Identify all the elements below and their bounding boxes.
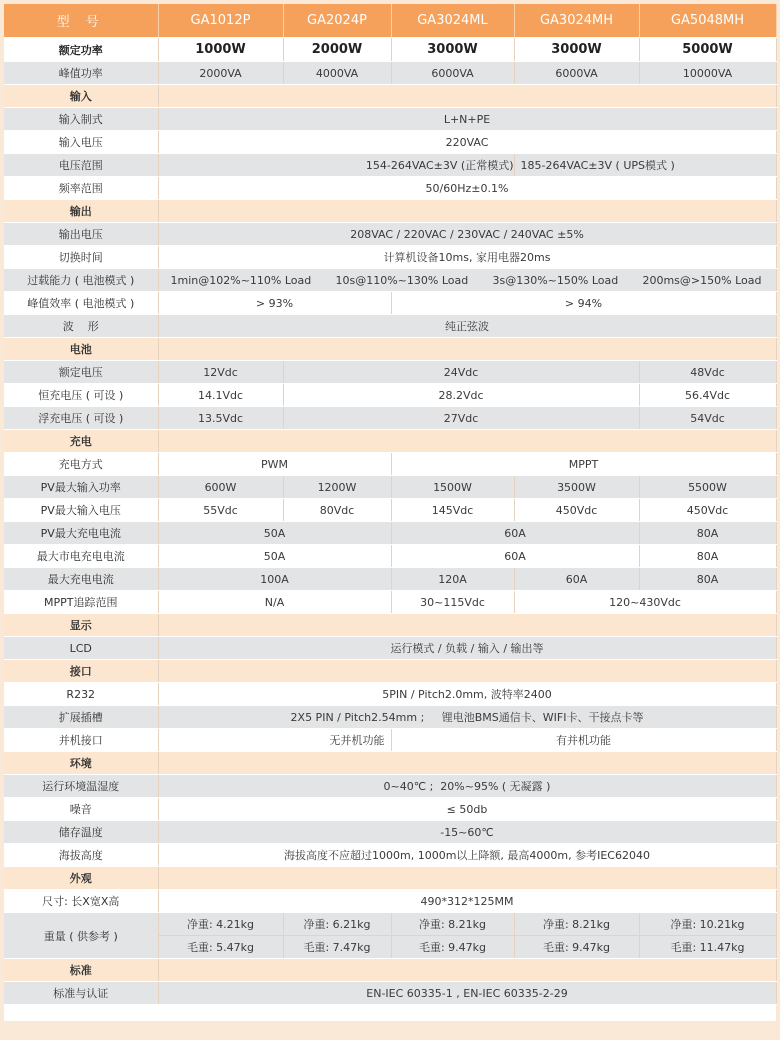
cell-value: 5PIN / Pitch2.0mm, 波特率2400 [158, 683, 776, 706]
spec-sheet [4, 4, 776, 1021]
table-row [4, 706, 776, 729]
row-label: 并机接口 [4, 729, 158, 752]
section-row [4, 660, 776, 683]
cell-value: 2000W [283, 38, 391, 62]
row-label: 最大市电充电电流 [4, 545, 158, 568]
cell-value: 100A [158, 568, 391, 591]
cell-value: 无并机功能 [158, 729, 391, 752]
row-label: 重量 ( 供参考 ) [4, 913, 158, 959]
row-label: 波 形 [4, 315, 158, 338]
cell-value: 208VAC / 220VAC / 230VAC / 240VAC ±5% [158, 223, 776, 246]
cell-value: 13.5Vdc [158, 407, 283, 430]
row-label: 过载能力 ( 电池模式 ) [4, 269, 158, 292]
row-label: 海拔高度 [4, 844, 158, 867]
cell-value: 30~115Vdc [391, 591, 514, 614]
cell-value: 毛重: 9.47kg [514, 936, 639, 959]
table-row [4, 775, 776, 798]
cell-value: ≤ 50db [158, 798, 776, 821]
cell-value: 24Vdc [283, 361, 639, 384]
row-label: 输出电压 [4, 223, 158, 246]
row-label: PV最大充电电流 [4, 522, 158, 545]
table-row [4, 683, 776, 706]
section-row [4, 430, 776, 453]
section-title: 输入 [4, 85, 158, 108]
section-row [4, 85, 776, 108]
model-name: GA3024MH [514, 4, 639, 38]
cell-value: 10s@110%~130% Load [335, 273, 469, 287]
table-row [4, 476, 776, 499]
cell-value: 490*312*125MM [158, 890, 776, 913]
row-label: 尺寸: 长X宽X高 [4, 890, 158, 913]
cell-value: 毛重: 11.47kg [639, 936, 776, 959]
cell-value: 450Vdc [514, 499, 639, 522]
table-row [4, 62, 776, 85]
cell-value: EN-IEC 60335-1 , EN-IEC 60335-2-29 [158, 982, 776, 1005]
table-row [4, 982, 776, 1005]
cell-value: > 93% [158, 292, 391, 315]
cell-value: 2000VA [158, 62, 283, 85]
table-row [4, 223, 776, 246]
cell-value: 2X5 PIN / Pitch2.54mm ; 锂电池BMS通信卡、WIFI卡、干接点卡等 [158, 706, 776, 729]
section-title: 充电 [4, 430, 158, 453]
cell-value: 3000W [391, 38, 514, 62]
row-label: 最大充电电流 [4, 568, 158, 591]
model-label: 型 号 [4, 4, 158, 38]
cell-value: 毛重: 5.47kg [158, 936, 283, 959]
cell-value: 60A [514, 568, 639, 591]
cell-value: > 94% [391, 292, 776, 315]
section-row [4, 959, 776, 982]
table-row [4, 361, 776, 384]
table-row [4, 38, 776, 62]
cell-value: 10000VA [639, 62, 776, 85]
cell-value: PWM [158, 453, 391, 476]
table-row [4, 729, 776, 752]
table-row [4, 522, 776, 545]
spec-table [4, 4, 777, 1005]
section-title: 接口 [4, 660, 158, 683]
cell-value: 5000W [639, 38, 776, 62]
section-title: 外观 [4, 867, 158, 890]
row-label: 额定功率 [4, 38, 158, 62]
table-row [4, 315, 776, 338]
section-title: 电池 [4, 338, 158, 361]
cell-value: 60A [391, 522, 639, 545]
cell-value: 14.1Vdc [158, 384, 283, 407]
row-label: 输入制式 [4, 108, 158, 131]
cell-value: 55Vdc [158, 499, 283, 522]
cell-value: 净重: 6.21kg [283, 913, 391, 936]
cell-value: 27Vdc [283, 407, 639, 430]
model-name: GA5048MH [639, 4, 776, 38]
section-row [4, 867, 776, 890]
cell-value: N/A [158, 591, 391, 614]
table-row [4, 131, 776, 154]
table-row [4, 890, 776, 913]
cell-value: 毛重: 9.47kg [391, 936, 514, 959]
row-label: 频率范围 [4, 177, 158, 200]
table-row [4, 821, 776, 844]
cell-value: 60A [391, 545, 639, 568]
cell-value: L+N+PE [158, 108, 776, 131]
cell-value: 80Vdc [283, 499, 391, 522]
table-row [4, 384, 776, 407]
header-row [4, 4, 776, 38]
cell-value: 4000VA [283, 62, 391, 85]
row-label: 电压范围 [4, 154, 158, 177]
table-row [4, 844, 776, 867]
row-label: 扩展插槽 [4, 706, 158, 729]
table-row [4, 591, 776, 614]
row-label: 恒充电压 ( 可设 ) [4, 384, 158, 407]
cell-value: 净重: 8.21kg [391, 913, 514, 936]
cell-value: -15~60℃ [158, 821, 776, 844]
table-row [4, 246, 776, 269]
cell-value: 纯正弦波 [158, 315, 776, 338]
table-row [4, 269, 776, 292]
cell-value: 48Vdc [639, 361, 776, 384]
table-row [4, 545, 776, 568]
cell-value: 154-264VAC±3V (正常模式) [158, 154, 514, 177]
table-row [4, 798, 776, 821]
row-label: 运行环境温湿度 [4, 775, 158, 798]
section-row [4, 338, 776, 361]
row-label: 峰值功率 [4, 62, 158, 85]
table-row [4, 453, 776, 476]
table-row [4, 913, 776, 936]
cell-value: 50A [158, 545, 391, 568]
cell-value: 450Vdc [639, 499, 776, 522]
table-row [4, 407, 776, 430]
row-label: 充电方式 [4, 453, 158, 476]
cell-value: 80A [639, 568, 776, 591]
cell-value: 有并机功能 [391, 729, 776, 752]
cell-value: 56.4Vdc [639, 384, 776, 407]
cell-value: 185-264VAC±3V ( UPS模式 ) [514, 154, 776, 177]
cell-value: 3000W [514, 38, 639, 62]
cell-value: 1min@102%~110% Load [170, 273, 312, 287]
table-row [4, 637, 776, 660]
row-label: MPPT追踪范围 [4, 591, 158, 614]
row-label: R232 [4, 683, 158, 706]
row-label: 储存温度 [4, 821, 158, 844]
row-label: PV最大输入功率 [4, 476, 158, 499]
row-label: 标准与认证 [4, 982, 158, 1005]
row-label: 噪音 [4, 798, 158, 821]
section-row [4, 752, 776, 775]
table-row [4, 292, 776, 315]
table-row [4, 108, 776, 131]
section-row [4, 200, 776, 223]
cell-value: 50/60Hz±0.1% [158, 177, 776, 200]
section-row [4, 614, 776, 637]
table-row [4, 154, 776, 177]
row-label: 切换时间 [4, 246, 158, 269]
cell-value: 220VAC [158, 131, 776, 154]
cell-value: 6000VA [391, 62, 514, 85]
cell-value: MPPT [391, 453, 776, 476]
row-label: LCD [4, 637, 158, 660]
row-label: 峰值效率 ( 电池模式 ) [4, 292, 158, 315]
cell-value: 运行模式 / 负载 / 输入 / 输出等 [158, 637, 776, 660]
model-name: GA1012P [158, 4, 283, 38]
row-label: PV最大输入电压 [4, 499, 158, 522]
cell-value: 计算机设备10ms, 家用电器20ms [158, 246, 776, 269]
cell-value: 海拔高度不应超过1000m, 1000m以上降额, 最高4000m, 参考IEC62040 [158, 844, 776, 867]
cell-value: 6000VA [514, 62, 639, 85]
cell-value: 净重: 4.21kg [158, 913, 283, 936]
cell-value: 200ms@>150% Load [642, 273, 762, 287]
section-title: 显示 [4, 614, 158, 637]
cell-value: 12Vdc [158, 361, 283, 384]
cell-value: 50A [158, 522, 391, 545]
cell-value: 5500W [639, 476, 776, 499]
cell-value: 0~40℃ ; 20%~95% ( 无凝露 ) [158, 775, 776, 798]
cell-value: 120A [391, 568, 514, 591]
row-label: 输入电压 [4, 131, 158, 154]
cell-value: 3s@130%~150% Load [492, 273, 619, 287]
cell-value: 28.2Vdc [283, 384, 639, 407]
row-label: 浮充电压 ( 可设 ) [4, 407, 158, 430]
model-name: GA2024P [283, 4, 391, 38]
cell-value: 1500W [391, 476, 514, 499]
table-row [4, 568, 776, 591]
cell-value: 80A [639, 522, 776, 545]
section-title: 输出 [4, 200, 158, 223]
section-title: 标准 [4, 959, 158, 982]
section-title: 环境 [4, 752, 158, 775]
cell-value: 54Vdc [639, 407, 776, 430]
cell-value: 毛重: 7.47kg [283, 936, 391, 959]
table-row [4, 499, 776, 522]
cell-value: 净重: 10.21kg [639, 913, 776, 936]
cell-value: 80A [639, 545, 776, 568]
cell-value: 600W [158, 476, 283, 499]
cell-value: 145Vdc [391, 499, 514, 522]
cell-value: 净重: 8.21kg [514, 913, 639, 936]
table-row [4, 177, 776, 200]
row-label: 额定电压 [4, 361, 158, 384]
cell-value: 3500W [514, 476, 639, 499]
cell-value: 1000W [158, 38, 283, 62]
page-bottom-strip [0, 1021, 780, 1040]
cell-value: 1200W [283, 476, 391, 499]
model-name: GA3024ML [391, 4, 514, 38]
cell-value: 120~430Vdc [514, 591, 776, 614]
